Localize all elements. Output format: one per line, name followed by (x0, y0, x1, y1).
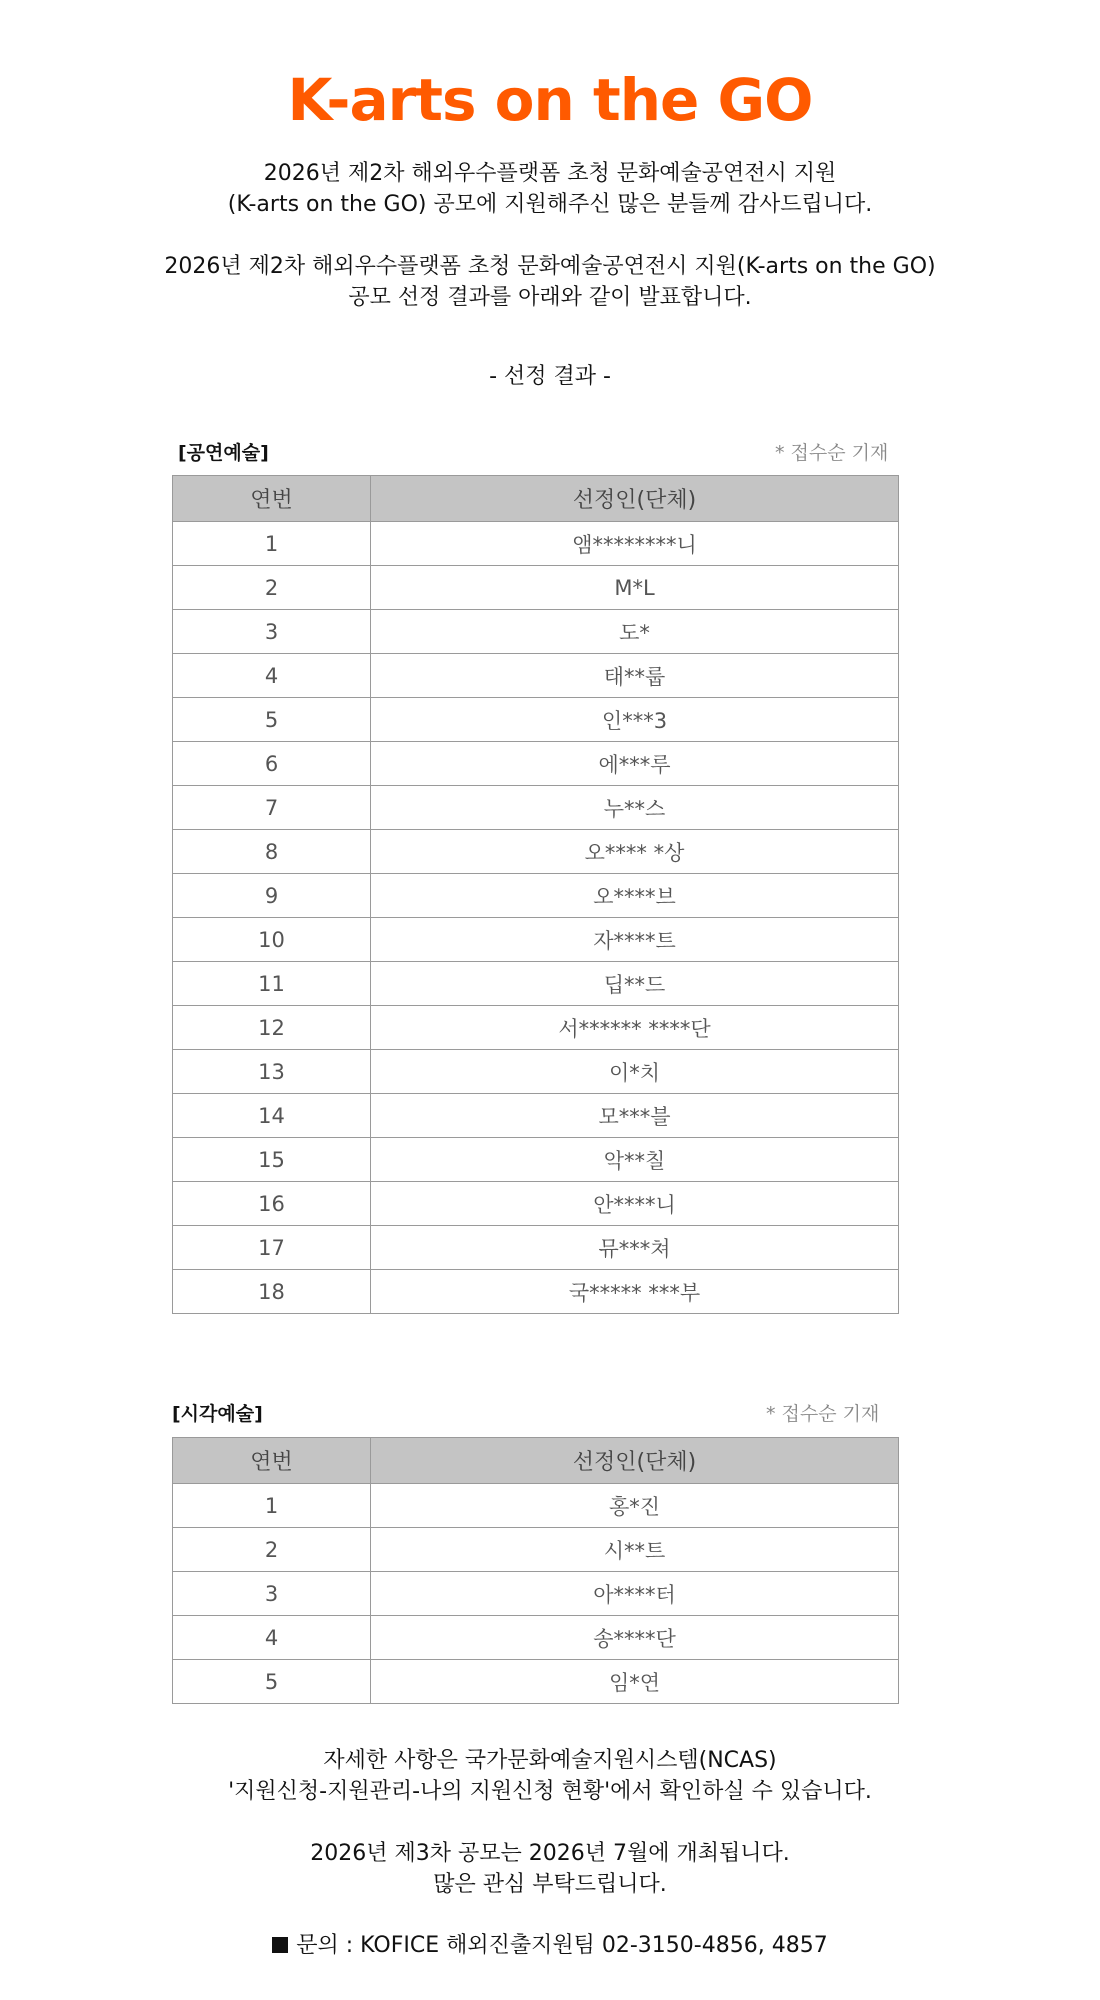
row-number: 2 (173, 1528, 371, 1572)
row-number: 15 (173, 1138, 371, 1182)
table-row (173, 742, 899, 786)
row-number: 9 (173, 874, 371, 918)
column-header-selectee: 선정인(단체) (371, 1438, 899, 1484)
square-bullet-icon (272, 1937, 288, 1953)
footer-line: '지원신청-지원관리-나의 지원신청 현황'에서 확인하실 수 있습니다. (228, 1779, 872, 1804)
table-row (173, 962, 899, 1006)
table-row (173, 698, 899, 742)
row-number: 1 (173, 1484, 371, 1528)
footer-line: 많은 관심 부탁드립니다. (433, 1872, 667, 1897)
footer-line: 자세한 사항은 국가문화예술지원시스템(NCAS) (323, 1748, 777, 1773)
page-title: K-arts on the GO (287, 66, 813, 134)
footer-line: 2026년 제3차 공모는 2026년 7월에 개최됩니다. (310, 1841, 790, 1866)
table-row (173, 918, 899, 962)
row-number: 4 (173, 654, 371, 698)
column-header-number: 연번 (173, 476, 371, 522)
table-row (173, 1660, 899, 1704)
row-number: 1 (173, 522, 371, 566)
row-number: 3 (173, 1572, 371, 1616)
selectee-name: 임*연 (371, 1660, 899, 1704)
table-row (173, 1050, 899, 1094)
table-row (173, 1094, 899, 1138)
row-number: 17 (173, 1226, 371, 1270)
intro-line: (K-arts on the GO) 공모에 지원해주신 많은 분들께 감사드립니다. (227, 192, 873, 217)
table-row (173, 522, 899, 566)
selectee-name: 아****터 (371, 1572, 899, 1616)
table-row (173, 874, 899, 918)
selectee-name: 오**** *상 (371, 830, 899, 874)
row-number: 18 (173, 1270, 371, 1314)
contact-text: 문의 : KOFICE 해외진출지원팀 02-3150-4856, 4857 (296, 1933, 828, 1958)
intro-line: 2026년 제2차 해외우수플랫폼 초청 문화예술공연전시 지원(K-arts on the GO) (164, 254, 936, 279)
selectee-name: 서****** ****단 (371, 1006, 899, 1050)
row-number: 5 (173, 698, 371, 742)
table-row (173, 1006, 899, 1050)
table-row (173, 1226, 899, 1270)
column-header-number: 연번 (173, 1438, 371, 1484)
row-number: 12 (173, 1006, 371, 1050)
table-row (173, 1270, 899, 1314)
selectee-name: 태**룹 (371, 654, 899, 698)
visual-section-label: [시각예술] (172, 1403, 263, 1425)
selectee-name: 안****니 (371, 1182, 899, 1226)
row-number: 10 (173, 918, 371, 962)
row-number: 16 (173, 1182, 371, 1226)
row-number: 5 (173, 1660, 371, 1704)
table-header-row (173, 476, 899, 522)
selectee-name: 도* (371, 610, 899, 654)
selectee-name: 송****단 (371, 1616, 899, 1660)
selectee-name: 앰********니 (371, 522, 899, 566)
selectee-name: M*L (371, 566, 899, 610)
row-number: 14 (173, 1094, 371, 1138)
row-number: 7 (173, 786, 371, 830)
selectee-name: 이*치 (371, 1050, 899, 1094)
row-number: 4 (173, 1616, 371, 1660)
table-header-row (173, 1438, 899, 1484)
row-number: 8 (173, 830, 371, 874)
table-row (173, 654, 899, 698)
table-row (173, 1484, 899, 1528)
selectee-name: 뮤***쳐 (371, 1226, 899, 1270)
visual-results-table (172, 1437, 899, 1704)
visual-order-note: * 접수순 기재 (766, 1403, 880, 1425)
table-row (173, 1138, 899, 1182)
selectee-name: 누**스 (371, 786, 899, 830)
intro-line: 2026년 제2차 해외우수플랫폼 초청 문화예술공연전시 지원 (263, 161, 837, 186)
selectee-name: 홍*진 (371, 1484, 899, 1528)
row-number: 2 (173, 566, 371, 610)
performing-section-label: [공연예술] (178, 442, 269, 464)
performing-results-table (172, 475, 899, 1314)
selectee-name: 악**칠 (371, 1138, 899, 1182)
table-row (173, 786, 899, 830)
table-row (173, 566, 899, 610)
footer-text (0, 1745, 1100, 1900)
results-heading: - 선정 결과 - (489, 364, 611, 389)
contact-info (0, 1928, 1100, 1959)
selectee-name: 인***3 (371, 698, 899, 742)
selectee-name: 시**트 (371, 1528, 899, 1572)
selectee-name: 모***블 (371, 1094, 899, 1138)
row-number: 13 (173, 1050, 371, 1094)
row-number: 6 (173, 742, 371, 786)
row-number: 3 (173, 610, 371, 654)
table-row (173, 1572, 899, 1616)
selectee-name: 오****브 (371, 874, 899, 918)
selectee-name: 국***** ***부 (371, 1270, 899, 1314)
intro-text (0, 158, 1100, 313)
table-row (173, 1182, 899, 1226)
selectee-name: 딥**드 (371, 962, 899, 1006)
intro-line: 공모 선정 결과를 아래와 같이 발표합니다. (348, 285, 752, 310)
selectee-name: 자****트 (371, 918, 899, 962)
row-number: 11 (173, 962, 371, 1006)
selectee-name: 에***루 (371, 742, 899, 786)
table-row (173, 1616, 899, 1660)
table-row (173, 610, 899, 654)
table-row (173, 1528, 899, 1572)
table-row (173, 830, 899, 874)
performing-order-note: * 접수순 기재 (775, 442, 889, 464)
column-header-selectee: 선정인(단체) (371, 476, 899, 522)
